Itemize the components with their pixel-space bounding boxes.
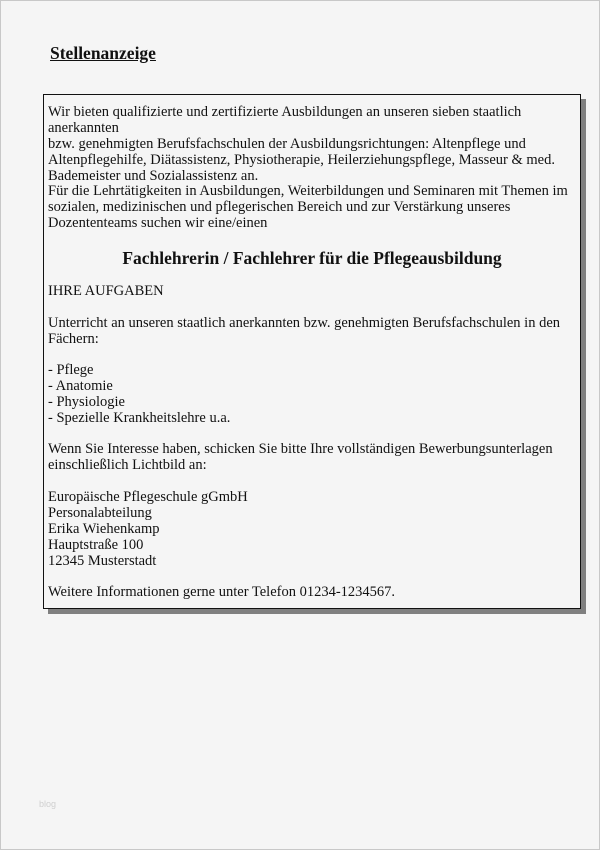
tasks-paragraph — [48, 316, 576, 348]
text-line: bzw. genehmigten Berufsfachschulen der Ausbildungsrichtungen: Altenpflege und — [48, 135, 526, 152]
text-line: Dozententeams suchen wir eine/einen — [48, 214, 268, 231]
address-line: Erika Wiehenkamp — [48, 520, 160, 537]
text-line: einschließlich Lichtbild an: — [48, 456, 207, 473]
address-line: Europäische Pflegeschule gGmbH — [48, 489, 248, 505]
intro-paragraph — [48, 105, 576, 185]
address-line: Hauptstraße 100 — [48, 536, 144, 553]
text-line: Fächern: — [48, 330, 99, 347]
text-line: Bademeister und Sozialassistenz an. — [48, 167, 259, 184]
search-paragraph — [48, 184, 576, 232]
position-heading: Fachlehrerin / Fachlehrer für die Pflegeausbildung — [122, 248, 502, 268]
subjects-list — [48, 363, 576, 427]
text-line: Wir bieten qualifizierte und zertifizierte Ausbildungen an unseren sieben staatlich anerkannten — [48, 104, 522, 136]
list-item: - Physiologie — [48, 393, 125, 410]
apply-paragraph — [48, 442, 576, 474]
list-item: - Pflege — [48, 362, 94, 378]
contact-block — [48, 585, 576, 601]
watermark: blog — [39, 799, 57, 809]
text-line: Altenpflegehilfe, Diätassistenz, Physiotherapie, Heilerziehungspflege, Masseur & med. — [48, 151, 555, 168]
list-item: - Spezielle Krankheitslehre u.a. — [48, 409, 231, 426]
contact-line: Weitere Informationen gerne unter Telefon 01234-1234567. — [48, 584, 396, 600]
tasks-heading: IHRE AUFGABEN — [48, 283, 164, 299]
address-block — [48, 490, 576, 570]
text-line: Wenn Sie Interesse haben, schicken Sie bitte Ihre vollständigen Bewerbungsunterlagen — [48, 441, 553, 457]
list-item: - Anatomie — [48, 377, 113, 394]
tasks-block — [48, 284, 576, 300]
address-line: Personalabteilung — [48, 504, 152, 521]
text-line: sozialen, medizinischen und pflegerischen Bereich und zur Verstärkung unseres — [48, 198, 511, 215]
text-line: Unterricht an unseren staatlich anerkannten bzw. genehmigten Berufsfachschulen in den — [48, 315, 561, 331]
job-ad-box — [43, 94, 581, 609]
text-line: Für die Lehrtätigkeiten in Ausbildungen, Weiterbildungen und Seminaren mit Themen im — [48, 183, 568, 199]
page-title: Stellenanzeige — [50, 43, 156, 63]
address-line: 12345 Musterstadt — [48, 552, 157, 569]
